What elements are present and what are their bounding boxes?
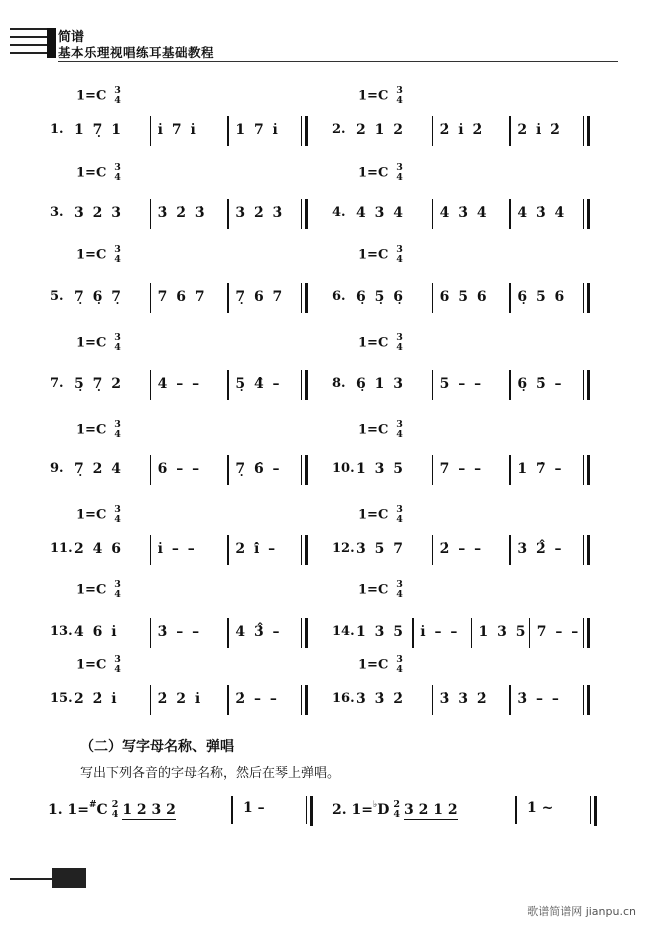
- measure-notes: 2 i̇̂ –: [235, 541, 278, 557]
- measure-notes: 3 2̇̂ –: [517, 541, 564, 557]
- time-numerator: 3: [396, 244, 403, 255]
- time-numerator: 3: [114, 162, 121, 173]
- key-label: 1=C: [76, 165, 107, 181]
- measure-notes: i̇ 7 i̇: [157, 122, 198, 138]
- key-signature: [76, 505, 121, 525]
- exercise-line: [50, 455, 310, 485]
- key-label: 1=C: [76, 335, 107, 351]
- barline: [509, 283, 511, 313]
- barline: [509, 370, 511, 400]
- final-barline: [583, 370, 589, 400]
- measure-notes: 2 2̇ i̇: [74, 691, 119, 707]
- measure-notes: 6̣ 5 6: [517, 289, 567, 305]
- barline: [150, 370, 152, 400]
- key-signature: [358, 333, 403, 353]
- measure-notes: 6 5 6: [439, 289, 489, 305]
- time-signature: [396, 163, 403, 183]
- exercise-number: 13.: [50, 624, 73, 639]
- measure-notes: 7̣ 6̣ 7̣: [74, 289, 123, 305]
- measure-notes: 3̇ 3 2̇: [439, 691, 489, 707]
- exercise-number: 6.: [332, 289, 346, 304]
- time-signature: [396, 655, 403, 675]
- time-numerator: 2: [393, 799, 400, 810]
- final-barline: [306, 796, 312, 824]
- barline: [150, 199, 152, 229]
- key-label: 1=C: [358, 507, 389, 523]
- barline: [432, 535, 434, 565]
- key-label: 1=C: [358, 88, 389, 104]
- barline: [231, 796, 233, 824]
- key-label: 1=C: [76, 88, 107, 104]
- measure-notes: 7 – –: [536, 624, 581, 640]
- time-signature: [114, 163, 121, 183]
- final-barline: [583, 685, 589, 715]
- exercise-line: [332, 455, 592, 485]
- measure-notes: 3 2̇ 3̇: [235, 205, 285, 221]
- time-signature: [114, 86, 121, 106]
- exercise-number: 2.: [332, 802, 352, 818]
- header-title: 简谱: [58, 30, 85, 45]
- measure-notes: 1 3 5: [356, 624, 405, 640]
- accidental: ♭: [372, 800, 378, 810]
- barline: [150, 455, 152, 485]
- section-title: （二）写字母名称、弹唱: [80, 739, 234, 755]
- barline: [412, 618, 414, 648]
- measure-notes: 1 2 3 2: [122, 802, 176, 818]
- barline: [227, 283, 229, 313]
- key-signature: [358, 163, 403, 183]
- exercise-line: [332, 370, 592, 400]
- time-signature: [114, 655, 121, 675]
- measure-notes: 1 –: [243, 800, 265, 816]
- letter-exercise: [48, 800, 176, 820]
- exercise-line: [332, 283, 592, 313]
- measure-notes: 3 2 3: [74, 205, 123, 221]
- time-signature: [114, 505, 121, 525]
- final-barline: [583, 535, 589, 565]
- key-signature: [76, 655, 121, 675]
- exercise-number: 12.: [332, 541, 355, 556]
- measure-notes: 2̇ – –: [439, 541, 484, 557]
- barline: [227, 455, 229, 485]
- time-signature: [396, 505, 403, 525]
- time-signature: [396, 333, 403, 353]
- key-label: 1=C: [358, 165, 389, 181]
- exercise-number: 11.: [50, 541, 73, 556]
- barline: [150, 685, 152, 715]
- measure-notes: 1 7 i̇: [235, 122, 280, 138]
- final-barline: [301, 116, 307, 146]
- footer-block: [52, 868, 86, 888]
- time-numerator: 3: [114, 579, 121, 590]
- final-barline: [583, 199, 589, 229]
- time-signature: [396, 245, 403, 265]
- measure-notes: 2 4 6: [74, 541, 123, 557]
- measure-notes: 7 – –: [439, 461, 484, 477]
- key-signature: [358, 86, 403, 106]
- time-denominator: 4: [114, 342, 121, 353]
- time-denominator: 4: [396, 514, 403, 525]
- exercise-number: 9.: [50, 461, 64, 476]
- measure-notes: 3̇ – –: [157, 624, 202, 640]
- barline: [432, 116, 434, 146]
- key-note: D: [377, 802, 390, 818]
- exercise-line: [332, 618, 592, 648]
- time-signature: [114, 245, 121, 265]
- key-label: 1=C: [358, 657, 389, 673]
- exercise-line: [332, 116, 592, 146]
- measure-notes: 6̣ 5̂ –: [517, 376, 564, 392]
- time-denominator: 4: [114, 514, 121, 525]
- exercise-line: [50, 370, 310, 400]
- time-denominator: 4: [114, 95, 121, 106]
- key-label: 1=C: [76, 247, 107, 263]
- key-signature: [358, 245, 403, 265]
- exercise-number: 4.: [332, 205, 346, 220]
- time-numerator: 3: [114, 85, 121, 96]
- key-label: 1=: [67, 802, 89, 818]
- key-label: 1=C: [358, 247, 389, 263]
- barline: [227, 199, 229, 229]
- measure-notes: 4 3̇ 4̇: [517, 205, 567, 221]
- barline: [227, 535, 229, 565]
- key-signature: [76, 580, 121, 600]
- measure-notes: 7 6 7: [157, 289, 207, 305]
- barline: [150, 116, 152, 146]
- exercise-number: 2.: [332, 122, 346, 137]
- time-numerator: 3: [396, 85, 403, 96]
- barline: [227, 116, 229, 146]
- key-label: 1=C: [358, 335, 389, 351]
- time-signature: [114, 580, 121, 600]
- time-numerator: 3: [114, 244, 121, 255]
- measure-notes: 6 – –: [157, 461, 202, 477]
- time-numerator: 3: [396, 654, 403, 665]
- barline: [227, 618, 229, 648]
- barline: [227, 685, 229, 715]
- measure-notes: 4 6 i̇: [74, 624, 119, 640]
- measure-notes: 1 7̣ 1: [74, 122, 123, 138]
- time-denominator: 4: [114, 429, 121, 440]
- accidental: #: [88, 800, 97, 810]
- exercise-line: [50, 116, 310, 146]
- time-denominator: 4: [396, 95, 403, 106]
- time-signature: [396, 420, 403, 440]
- time-denominator: 4: [396, 589, 403, 600]
- barline: [509, 455, 511, 485]
- measure-notes: 6̣ 5̣ 6̣: [356, 289, 405, 305]
- time-signature: [114, 333, 121, 353]
- exercise-number: 3.: [50, 205, 64, 220]
- barline: [150, 283, 152, 313]
- key-label: 1=: [351, 802, 373, 818]
- final-barline: [301, 618, 307, 648]
- measure-notes: i̇ – –: [157, 541, 197, 557]
- barline: [509, 116, 511, 146]
- time-numerator: 2: [111, 799, 119, 810]
- time-denominator: 4: [396, 664, 403, 675]
- key-label: 1=C: [358, 582, 389, 598]
- time-denominator: 4: [396, 172, 403, 183]
- measure-notes: 7̣ 6 7: [235, 289, 285, 305]
- measure-notes: 7̣ 2 4: [74, 461, 123, 477]
- measure-notes: 2 i̇ 2̇: [517, 122, 562, 138]
- header-rule: [58, 61, 618, 62]
- key-label: 1=C: [76, 657, 107, 673]
- final-barline: [301, 283, 307, 313]
- time-signature: [396, 86, 403, 106]
- barline: [432, 685, 434, 715]
- time-denominator: 4: [114, 254, 121, 265]
- key-label: 1=C: [76, 582, 107, 598]
- section-instruction: 写出下列各音的字母名称，然后在琴上弹唱。: [80, 766, 341, 781]
- time-numerator: 3: [396, 579, 403, 590]
- measure-notes: 2 1 2: [356, 122, 405, 138]
- measure-notes: i̇ – –: [420, 624, 460, 640]
- key-signature: [358, 420, 403, 440]
- barline: [150, 535, 152, 565]
- final-barline: [301, 685, 307, 715]
- time-numerator: 3: [114, 332, 121, 343]
- measure-notes: 4 3 4: [356, 205, 405, 221]
- time-denominator: 4: [114, 172, 121, 183]
- final-barline: [301, 455, 307, 485]
- time-denominator: 4: [396, 254, 403, 265]
- measure-notes: 4̇ 3̇ 4̇: [439, 205, 489, 221]
- exercise-line: [50, 199, 310, 229]
- key-note: C: [96, 802, 108, 818]
- final-barline: [301, 199, 307, 229]
- header-block: [47, 28, 56, 58]
- measure-notes: 2̇ i̇ 2̇: [439, 122, 485, 138]
- exercise-number: 7.: [50, 376, 64, 391]
- time-denominator: 4: [393, 809, 400, 820]
- measure-notes: 1 7̂ –: [517, 461, 564, 477]
- exercise-line: [50, 283, 310, 313]
- measure-notes: 3 5 7: [356, 541, 405, 557]
- barline: [432, 455, 434, 485]
- barline: [509, 199, 511, 229]
- barline: [515, 796, 517, 824]
- measure-notes: 6̣ 1 3: [356, 376, 405, 392]
- exercise-number: 10.: [332, 461, 355, 476]
- time-numerator: 3: [396, 504, 403, 515]
- exercise-line: [50, 685, 310, 715]
- exercise-line: [332, 535, 592, 565]
- final-barline: [583, 116, 589, 146]
- time-signature: [396, 580, 403, 600]
- measure-notes: 4 – –: [157, 376, 202, 392]
- exercise-number: 15.: [50, 691, 73, 706]
- measure-notes: 4 3̇̂ –: [235, 624, 282, 640]
- measure-notes: 2̇ – –: [235, 691, 279, 707]
- key-label: 1=C: [358, 422, 389, 438]
- key-signature: [76, 245, 121, 265]
- final-barline: [301, 535, 307, 565]
- time-numerator: 3: [114, 654, 121, 665]
- final-barline: [583, 283, 589, 313]
- measure-notes: 1 3 5: [478, 624, 528, 640]
- measure-notes: 3̇ 2̇ 3̇: [157, 205, 207, 221]
- exercise-line: [332, 685, 592, 715]
- key-signature: [76, 163, 121, 183]
- time-signature: [393, 800, 400, 820]
- exercise-line: [50, 535, 310, 565]
- exercise-number: 1.: [48, 802, 68, 818]
- time-numerator: 3: [396, 162, 403, 173]
- letter-exercise: [332, 800, 458, 820]
- measure-notes: 5̣ 7̣ 2: [74, 376, 123, 392]
- key-label: 1=C: [76, 507, 107, 523]
- time-denominator: 4: [114, 664, 121, 675]
- watermark: 歌谱简谱网 jianpu.cn: [527, 905, 636, 918]
- measure-notes: 2̇ 2 i̇: [157, 691, 203, 707]
- barline: [529, 618, 531, 648]
- exercise-line: [50, 618, 310, 648]
- time-signature: [114, 420, 121, 440]
- measure-notes: 3̇ – –: [517, 691, 561, 707]
- key-signature: [76, 333, 121, 353]
- key-label: 1=C: [76, 422, 107, 438]
- header-lines: [10, 28, 48, 62]
- barline: [227, 370, 229, 400]
- key-signature: [76, 420, 121, 440]
- time-numerator: 3: [396, 419, 403, 430]
- key-signature: [358, 580, 403, 600]
- barline: [509, 535, 511, 565]
- final-barline: [590, 796, 596, 824]
- time-denominator: 4: [396, 429, 403, 440]
- time-numerator: 3: [396, 332, 403, 343]
- measure-notes: 5̣ 4̂ –: [235, 376, 282, 392]
- measure-notes: 1 3 5: [356, 461, 405, 477]
- barline: [509, 685, 511, 715]
- time-denominator: 4: [396, 342, 403, 353]
- time-denominator: 4: [114, 589, 121, 600]
- time-signature: [112, 800, 119, 820]
- measure-notes: 1 ~: [527, 800, 554, 816]
- final-barline: [301, 370, 307, 400]
- measure-notes: 7̣ 6̂ –: [235, 461, 282, 477]
- exercise-number: 1.: [50, 122, 64, 137]
- final-barline: [583, 618, 589, 648]
- exercise-number: 8.: [332, 376, 346, 391]
- time-numerator: 3: [114, 504, 121, 515]
- key-signature: [358, 655, 403, 675]
- key-signature: [358, 505, 403, 525]
- exercise-number: 14.: [332, 624, 355, 639]
- time-numerator: 3: [114, 419, 121, 430]
- barline: [432, 199, 434, 229]
- footer-line: [10, 878, 52, 880]
- time-denominator: 4: [111, 809, 119, 820]
- measure-notes: 3 2 1 2: [404, 802, 458, 818]
- barline: [432, 370, 434, 400]
- barline: [432, 283, 434, 313]
- exercise-number: 16.: [332, 691, 355, 706]
- barline: [471, 618, 473, 648]
- barline: [150, 618, 152, 648]
- key-signature: [76, 86, 121, 106]
- measure-notes: 3 3̇ 2̇: [356, 691, 405, 707]
- final-barline: [583, 455, 589, 485]
- exercise-number: 5.: [50, 289, 64, 304]
- measure-notes: 5 – –: [439, 376, 484, 392]
- exercise-line: [332, 199, 592, 229]
- header-subtitle: 基本乐理视唱练耳基础教程: [58, 45, 215, 60]
